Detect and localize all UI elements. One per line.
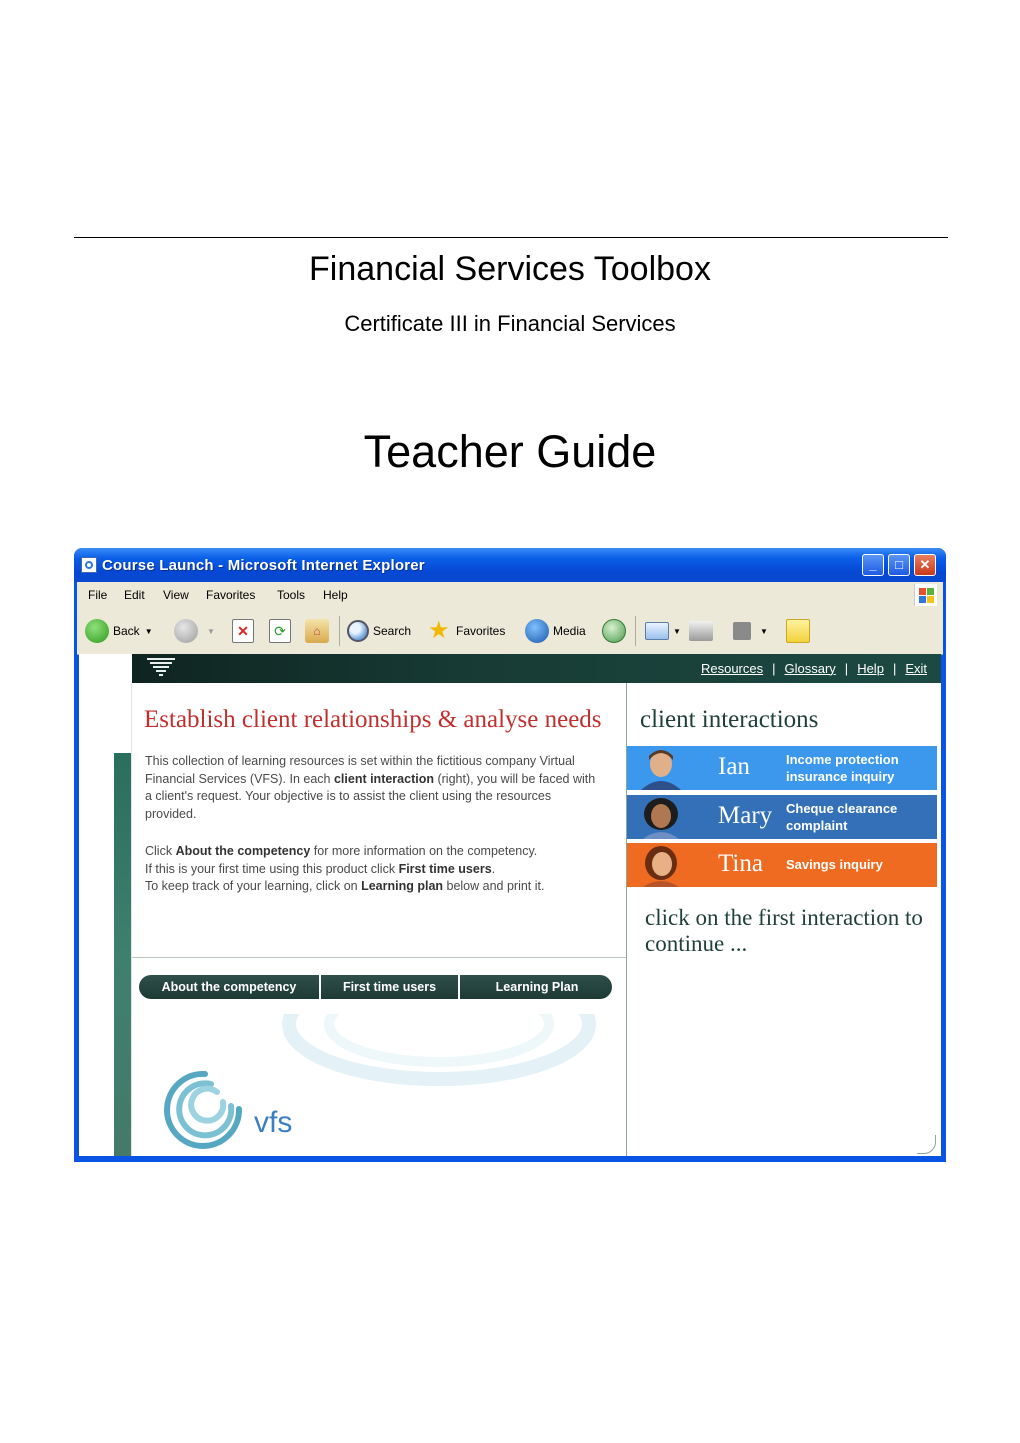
refresh-icon: ⟳ bbox=[269, 619, 291, 643]
nav-resources[interactable]: Resources bbox=[700, 661, 764, 676]
windows-flag-icon bbox=[914, 584, 937, 606]
favorites-star-icon: ★ bbox=[428, 617, 450, 644]
ie-icon bbox=[81, 557, 97, 573]
favorites-button[interactable]: ★ Favorites bbox=[428, 617, 506, 644]
nav-exit[interactable]: Exit bbox=[905, 661, 927, 676]
messenger-button[interactable] bbox=[786, 617, 814, 645]
minimize-button[interactable]: _ bbox=[862, 554, 884, 576]
menu-edit[interactable]: Edit bbox=[124, 588, 145, 602]
stop-button[interactable] bbox=[232, 617, 258, 645]
refresh-button[interactable] bbox=[269, 617, 295, 645]
client-tina[interactable] bbox=[627, 843, 937, 887]
client-topic: Income protection insurance inquiry bbox=[786, 752, 899, 784]
client-topic: Savings inquiry bbox=[786, 857, 883, 872]
forward-button[interactable]: ▼ bbox=[174, 617, 215, 645]
home-button[interactable] bbox=[305, 617, 333, 645]
client-name: Tina bbox=[718, 850, 763, 877]
site-nav-bar bbox=[132, 654, 941, 683]
learning-plan-button[interactable]: Learning Plan bbox=[458, 975, 614, 999]
menu-view[interactable]: View bbox=[163, 588, 189, 602]
instructions-paragraph: Click About the competency for more information on the competency. If this is your first time using this product click First time users. To keep track of your learning, click on Learning plan below and print it. bbox=[145, 844, 545, 893]
forward-arrow-icon bbox=[174, 619, 198, 643]
home-icon: ⌂ bbox=[305, 619, 329, 643]
client-name: Ian bbox=[718, 753, 750, 780]
close-button[interactable]: ✕ bbox=[914, 554, 936, 576]
vfs-logo bbox=[139, 1014, 609, 1154]
menu-tools[interactable]: Tools bbox=[277, 588, 306, 602]
ian-avatar bbox=[637, 748, 685, 790]
menu-favorites[interactable]: Favorites bbox=[206, 588, 256, 602]
continue-instruction: click on the first interaction to continue ... bbox=[645, 905, 923, 956]
edit-button[interactable]: ▼ bbox=[733, 617, 768, 645]
document-title: Financial Services Toolbox bbox=[309, 250, 711, 288]
search-button[interactable]: Search bbox=[347, 617, 411, 645]
document-subtitle: Certificate III in Financial Services bbox=[344, 311, 676, 336]
window-title: Course Launch - Microsoft Internet Explorer bbox=[102, 557, 425, 574]
browser-window bbox=[74, 548, 946, 1162]
client-topic: Cheque clearance complaint bbox=[786, 801, 898, 833]
toolbar bbox=[77, 608, 943, 655]
back-button[interactable]: Back ▼ bbox=[85, 617, 153, 645]
client-ian[interactable] bbox=[627, 746, 937, 790]
mail-button[interactable]: ▼ bbox=[645, 617, 681, 645]
intro-paragraph: This collection of learning resources is set within the fictitious company Virtual Financial Services (VFS). In each client interaction (right), you will be faced with a client's request. Your objective is to assist the client using the resources provided. bbox=[145, 754, 596, 821]
main-heading: Establish client relationships & analyse needs bbox=[144, 706, 602, 733]
page-content bbox=[79, 654, 941, 1156]
stop-icon: ✕ bbox=[232, 619, 254, 643]
menu-file[interactable]: File bbox=[88, 588, 108, 602]
top-rule bbox=[74, 237, 948, 238]
history-clock-icon bbox=[602, 619, 626, 643]
print-button[interactable] bbox=[689, 617, 717, 645]
about-competency-button[interactable]: About the competency bbox=[161, 980, 297, 994]
search-icon bbox=[347, 620, 369, 642]
nav-links: Resources | Glossary | Help | Exit bbox=[700, 661, 927, 676]
back-arrow-icon bbox=[85, 619, 109, 643]
edit-icon bbox=[733, 622, 751, 640]
first-time-users-button[interactable]: First time users bbox=[319, 975, 458, 999]
title-bar bbox=[74, 548, 946, 582]
nav-help[interactable]: Help bbox=[857, 661, 884, 676]
document-heading: Teacher Guide bbox=[363, 426, 657, 477]
nav-glossary[interactable]: Glossary bbox=[784, 661, 836, 676]
triangle-logo-icon bbox=[146, 656, 176, 680]
media-globe-icon bbox=[525, 619, 549, 643]
history-button[interactable] bbox=[602, 617, 630, 645]
maximize-button[interactable]: □ bbox=[888, 554, 910, 576]
media-button[interactable]: Media bbox=[525, 617, 586, 645]
tina-avatar bbox=[637, 845, 685, 887]
left-accent-stripe bbox=[114, 753, 131, 1156]
menu-bar bbox=[77, 582, 943, 609]
menu-help[interactable]: Help bbox=[323, 588, 348, 602]
section-divider bbox=[132, 957, 626, 958]
vfs-logo-text: vfs bbox=[254, 1106, 293, 1139]
client-mary[interactable] bbox=[627, 795, 937, 839]
mary-avatar bbox=[637, 797, 685, 839]
action-button-bar bbox=[139, 975, 612, 999]
mail-icon bbox=[645, 622, 669, 640]
note-icon bbox=[786, 619, 810, 643]
client-name: Mary bbox=[718, 802, 773, 829]
print-icon bbox=[689, 621, 713, 641]
client-interactions-heading: client interactions bbox=[640, 706, 819, 733]
